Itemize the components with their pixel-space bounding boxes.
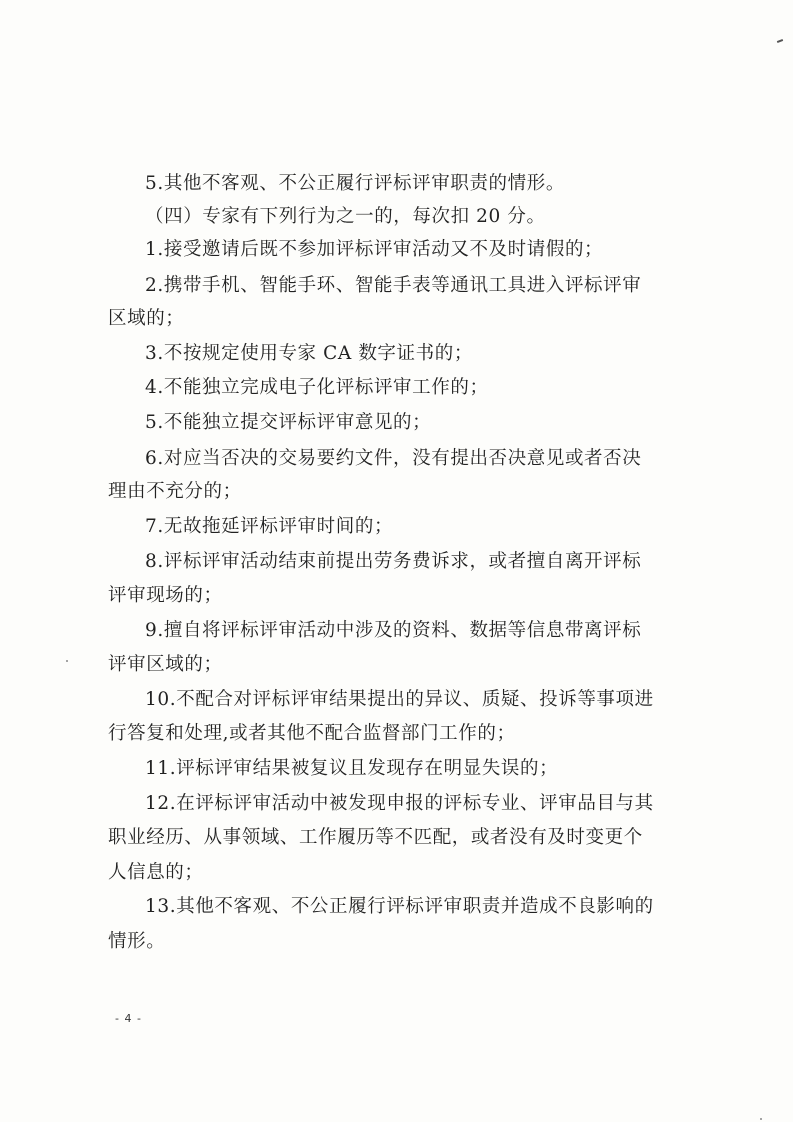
paragraph-line: 3.不按规定使用专家 CA 数字证书的；: [145, 343, 473, 364]
paragraph-line: 职业经历、从事领域、工作履历等不匹配，或者没有及时变更个: [108, 827, 643, 848]
paragraph-line: 行答复和处理,或者其他不配合监督部门工作的；: [108, 723, 516, 744]
paragraph-line: 评审现场的；: [108, 585, 223, 606]
paragraph-line: 情形。: [108, 931, 166, 952]
paragraph-line: 2.携带手机、智能手环、智能手表等通讯工具进入评标评审: [145, 275, 642, 296]
paragraph-line: 5.不能独立提交评标评审意见的；: [145, 412, 432, 433]
paragraph-line: 评审区域的；: [108, 654, 223, 675]
paragraph-line: 4.不能独立完成电子化评标评审工作的；: [145, 377, 489, 398]
paragraph-line: 区域的；: [108, 308, 185, 329]
paragraph-line: 6.对应当否决的交易要约文件，没有提出否决意见或者否决: [145, 448, 642, 469]
paragraph-line: 12.在评标评审活动中被发现申报的评标专业、评审品目与其: [145, 793, 654, 814]
paragraph-line: 7.无故拖延评标评审时间的；: [145, 516, 394, 537]
paragraph-line: 5.其他不客观、不公正履行评标评审职责的情形。: [145, 173, 565, 194]
scan-artifact: [777, 39, 783, 43]
scan-artifact: [66, 660, 68, 662]
paragraph-line: 8.评标评审活动结束前提出劳务费诉求，或者擅自离开评标: [145, 551, 642, 572]
scan-artifact: [760, 1118, 762, 1120]
paragraph-line: 13.其他不客观、不公正履行评标评审职责并造成不良影响的: [145, 896, 654, 917]
paragraph-line: 1.接受邀请后既不参加评标评审活动又不及时请假的；: [145, 239, 604, 260]
page-number: - 4 -: [115, 1012, 142, 1025]
section-heading: （四）专家有下列行为之一的，每次扣 20 分。: [145, 206, 546, 227]
paragraph-line: 理由不充分的；: [108, 481, 242, 502]
paragraph-line: 11.评标评审结果被复议且发现存在明显失误的；: [145, 758, 559, 779]
paragraph-line: 人信息的；: [108, 862, 204, 883]
paragraph-line: 9.擅自将评标评审活动中涉及的资料、数据等信息带离评标: [145, 620, 642, 641]
paragraph-line: 10.不配合对评标评审结果提出的异议、质疑、投诉等事项进: [145, 689, 654, 710]
